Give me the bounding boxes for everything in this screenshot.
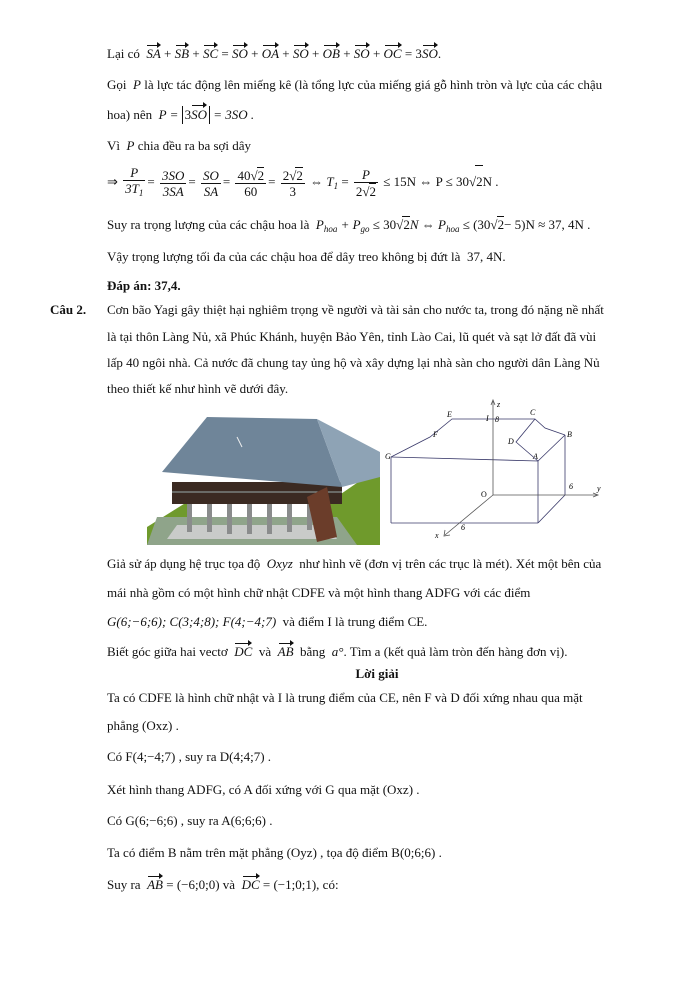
var-p: P	[133, 77, 141, 92]
text: Suy ra	[107, 877, 141, 892]
fraction	[281, 167, 305, 199]
op: +	[251, 46, 259, 61]
solution-line: phẳng (Oxz) .	[107, 718, 179, 733]
label-f: F	[433, 430, 438, 439]
radicand: 2	[369, 184, 377, 200]
abs-value	[182, 106, 210, 124]
math: ≤ 15N ⇔ P ≤ 30	[383, 174, 469, 189]
vector-ob: OB	[322, 46, 340, 61]
denominator: $3T_1$	[125, 181, 144, 199]
label-a: A	[533, 452, 538, 461]
op: = 3	[404, 46, 422, 61]
text: Gọi	[107, 77, 127, 92]
coef: 3	[184, 107, 192, 122]
vector-ab: AB	[277, 644, 294, 659]
text: Giả sử áp dụng hệ trục tọa độ	[107, 556, 261, 571]
question-text: là tại thôn Làng Nủ, xã Phúc Khánh, huyện Bảo Yên, tỉnh Lào Cai, lũ quét và sạt lở đất đã vùi	[107, 329, 597, 344]
question-text: Cơn bão Yagi gây thiệt hại nghiêm trọng về người và tài sản cho nước ta, trong đó nặng nề nhất	[107, 302, 604, 317]
fraction	[201, 168, 221, 199]
edge-ga	[391, 457, 538, 461]
math: N .	[482, 174, 499, 189]
subscript: hoa	[323, 224, 338, 234]
vector-sa: SA	[146, 46, 161, 61]
math: N ≈ 37, 4N .	[525, 217, 591, 232]
text: chia đều ra ba sợi dây	[137, 138, 252, 153]
fraction	[235, 167, 266, 199]
vector-dc: DC	[234, 644, 253, 659]
question-text: lấp 40 ngôi nhà. Cả nước đã chung tay ủng hộ và xây dựng lại nhà sàn cho người dân Làng Nủ	[107, 355, 600, 370]
label-o: O	[481, 490, 487, 499]
question-ask-line	[107, 644, 567, 660]
label-z: z	[497, 400, 501, 409]
coordinate-diagram	[385, 397, 610, 547]
var-p: P	[126, 138, 135, 153]
vector-so: SO	[191, 107, 207, 122]
question-label: Câu 2.	[50, 302, 87, 317]
vector-so: SO	[353, 46, 370, 61]
numerator: 2√2	[282, 168, 303, 184]
denominator: 3	[289, 184, 296, 200]
implies-symbol: ⇒	[107, 174, 118, 189]
vector-oa: OA	[261, 46, 280, 61]
fraction	[354, 167, 378, 199]
vector-sb: SB	[174, 46, 190, 61]
text: Vì	[107, 138, 120, 153]
numerator: SO	[202, 167, 219, 183]
subscript: hoa	[445, 224, 460, 234]
fraction	[123, 165, 145, 201]
math: = 3SO .	[213, 107, 255, 122]
label-6-y: 6	[569, 482, 573, 491]
value: 37, 4N.	[466, 249, 506, 264]
text-lead: Lại có	[107, 46, 140, 61]
conclusion-line	[107, 249, 506, 265]
math: − 5)	[504, 217, 526, 232]
text: hoa) nên	[107, 107, 153, 122]
op: +	[343, 46, 351, 61]
vector-sc: SC	[202, 46, 219, 61]
math: P	[315, 217, 324, 232]
force-magnitude-line	[107, 106, 254, 124]
coef: 40	[237, 168, 251, 184]
label-6-x: 6	[461, 523, 465, 532]
op: +	[164, 46, 172, 61]
text: Biết góc giữa hai vectơ	[107, 644, 228, 659]
radicand: 2	[497, 217, 505, 232]
label-e: E	[447, 410, 452, 419]
text: và điểm I là trung điểm CE.	[282, 614, 428, 629]
points-line	[107, 614, 427, 630]
math: + P	[340, 217, 361, 232]
math: (30	[473, 217, 491, 232]
weight-inequality-line: Suy ra trọng lượng của các chậu hoa là $P_{hoa} + P_{go} \le 30√2N$ ⇔ $P_{hoa} \le (30√2- 5)N \approx 37$, 4N .	[107, 217, 591, 234]
problem-setup-line: mái nhà gồm có một hình chữ nhật CDFE và một hình thang ADFG với các điểm	[107, 585, 531, 600]
op: .	[437, 46, 442, 61]
text: Vậy trọng lượng tối đa của các chậu hoa để dây treo không bị đứt là	[107, 249, 461, 264]
op: =	[221, 46, 229, 61]
vector-so: SO	[231, 46, 248, 61]
radicand: 2	[475, 165, 483, 198]
math: a°	[331, 644, 344, 659]
radicand: 2	[296, 168, 303, 184]
question-text: theo thiết kế như hình vẽ dưới đây.	[107, 381, 289, 396]
vector-so: SO	[292, 46, 309, 61]
solution-title: Lời giải	[355, 666, 399, 681]
x-axis	[445, 495, 493, 535]
op: +	[192, 46, 200, 61]
vectors-line	[107, 877, 339, 893]
force-definition-line	[107, 77, 602, 93]
math: Oxyz	[266, 556, 293, 571]
problem-setup-line	[107, 556, 601, 572]
text: như hình vẽ (đơn vị trên các trục là mét). Xét một bên của	[299, 556, 602, 571]
text: và	[258, 644, 272, 659]
math: = (−6;0;0) và	[166, 877, 236, 892]
fraction	[160, 168, 186, 199]
radicand: 2	[257, 168, 265, 184]
text: . Tìm a (kết quả làm tròn đến hàng đơn vị).	[343, 644, 568, 659]
label-c: C	[530, 408, 536, 417]
numerator: P	[354, 167, 378, 183]
denominator: 2√2	[355, 184, 377, 200]
solution-line: Có G(6;−6;6) , suy ra A(6;6;6) .	[107, 813, 273, 828]
numerator: 3SO	[161, 167, 185, 183]
denominator: 60	[244, 184, 258, 200]
op: +	[372, 46, 381, 61]
stilt-house-image	[147, 407, 380, 545]
coef: 2	[282, 168, 290, 184]
text: là lực tác động lên miếng kê (là tổng lực của miếng giá gỗ hình tròn và lực của các chậu	[144, 77, 603, 92]
label-b: B	[567, 430, 572, 439]
radicand: 2	[403, 217, 410, 232]
solution-line: Ta có điểm B nằm trên mặt phẳng (Oyz) , tọa độ điểm B(0;6;6) .	[107, 845, 442, 860]
answer-line: Đáp án: 37,4.	[107, 278, 181, 293]
denominator: SA	[203, 183, 219, 199]
math: ≤	[462, 217, 470, 232]
math: G(6;−6;6); C(3;4;8); F(4;−4;7)	[107, 614, 277, 629]
subscript: go	[360, 224, 370, 234]
op: =	[341, 174, 349, 189]
label-x: x	[435, 531, 439, 540]
edge	[538, 495, 565, 523]
op: +	[312, 46, 320, 61]
vector-oc: OC	[383, 46, 402, 61]
math: ⇔ T	[310, 174, 334, 189]
vector-sum-line	[107, 46, 441, 62]
den-text: 3T	[125, 181, 139, 197]
label-d: D	[508, 437, 514, 446]
op: +	[282, 46, 290, 61]
solution-line: Xét hình thang ADFG, có A đối xứng với G qua mặt (Oxz) .	[107, 782, 420, 797]
label-i: I	[486, 414, 489, 423]
denominator: 3SA	[162, 183, 184, 199]
vector-ab: AB	[147, 877, 163, 892]
coef: 2	[355, 184, 363, 200]
solution-line: Ta có CDFE là hình chữ nhật và I là trung điểm của CE, nên F và D đối xứng nhau qua mặt	[107, 690, 583, 705]
label-g: G	[385, 452, 391, 461]
math: N ⇔ P	[409, 217, 446, 232]
solution-line: Có F(4;−4;7) , suy ra D(4;4;7) .	[107, 749, 272, 764]
math: P =	[158, 107, 179, 122]
label-8: 8	[495, 415, 499, 424]
vector-so: SO	[421, 46, 438, 61]
text: bằng	[300, 644, 326, 659]
ratio-equation: ⇒ $\frac{P}{3T_1}$ = $\frac{3SO}{3SA}$ = $\frac{SO}{SA}$ = $\frac{40√2}{60}$ = $\frac{2√2}{3}$ ⇔ $T_1$ = $\frac{P}{2√2}$ ≤ 15N ⇔ P ≤ 30√2N .	[107, 165, 499, 200]
math: ≤ 30	[372, 217, 397, 232]
text: Suy ra trọng lượng của các chậu hoa là	[107, 217, 310, 232]
roof-face	[516, 419, 565, 461]
numerator: P	[123, 165, 145, 181]
math: = (−1;0;1), có:	[262, 877, 339, 892]
vector-dc: DC	[241, 877, 260, 892]
numerator: 40√2	[237, 168, 265, 184]
roof-edge	[391, 419, 565, 457]
rope-line	[107, 138, 251, 154]
label-y: y	[597, 484, 601, 493]
